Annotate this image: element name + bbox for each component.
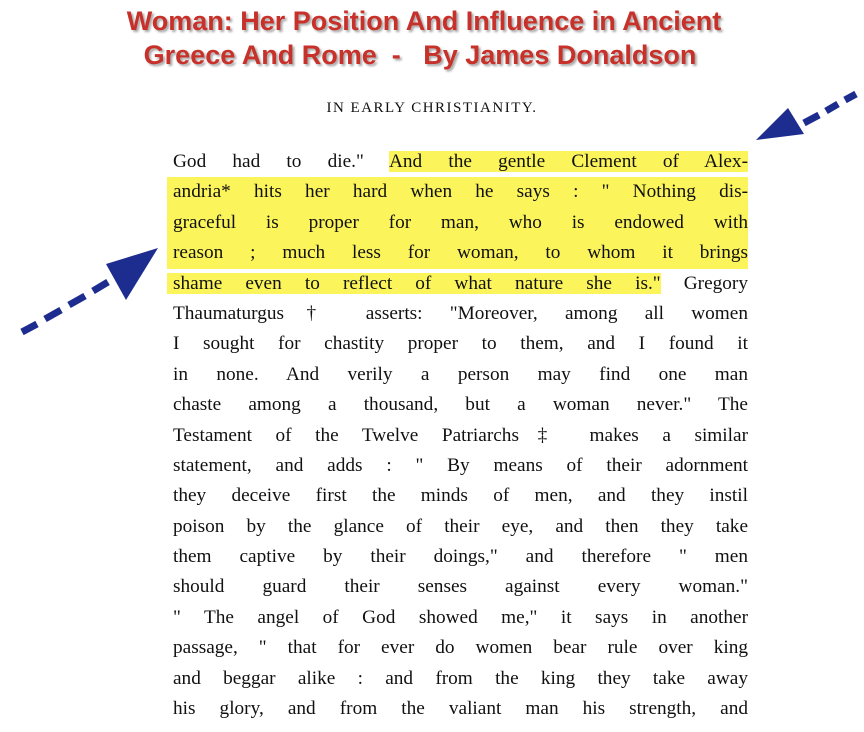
text-line: I sought for chastity proper to them, and I found it bbox=[173, 333, 748, 355]
highlighted-text: andria* hits her hard when he says : " Nothing dis- bbox=[173, 181, 748, 203]
text-line: them captive by their doings," and therefore " men bbox=[173, 546, 748, 568]
title-line-1: Woman: Her Position And Influence in Ancient bbox=[126, 6, 722, 36]
text-segment: God had to die." bbox=[173, 151, 389, 172]
text-line bbox=[167, 208, 748, 238]
text-line: statement, and adds : " By means of their adornment bbox=[173, 454, 748, 476]
text-line bbox=[173, 269, 748, 299]
highlighted-text: shame even to reflect of what nature she is." bbox=[167, 273, 661, 294]
text-line: Testament of the Twelve Patriarchs‡ makes a similar bbox=[173, 424, 748, 446]
text-line: and beggar alike : and from the king they take away bbox=[173, 667, 748, 689]
text-line: chaste among a thousand, but a woman never." The bbox=[173, 394, 748, 416]
page-body bbox=[173, 147, 748, 724]
text-line: should guard their senses against every woman." bbox=[173, 576, 748, 598]
highlighted-text: reason ; much less for woman, to whom it brings bbox=[173, 242, 748, 264]
text-line: Thaumaturgus† asserts: "Moreover, among all women bbox=[173, 302, 748, 324]
text-line bbox=[167, 177, 748, 207]
text-line: his glory, and from the valiant man his strength, and bbox=[173, 698, 748, 720]
text-line bbox=[173, 147, 748, 177]
title-line-2: Greece And Rome - By James Donaldson bbox=[143, 40, 697, 70]
text-line bbox=[167, 238, 748, 268]
text-line: poison by the glance of their eye, and then they take bbox=[173, 515, 748, 537]
dashed-arrow-left-down-icon bbox=[752, 88, 862, 148]
text-line: " The angel of God showed me," it says in another bbox=[173, 606, 748, 628]
text-segment: Gregory bbox=[660, 272, 748, 294]
highlighted-text: And the gentle Clement of Alex- bbox=[388, 151, 748, 172]
text-line: they deceive first the minds of men, and they instil bbox=[173, 485, 748, 507]
text-line: passage, " that for ever do women bear rule over king bbox=[173, 637, 748, 659]
highlighted-text: graceful is proper for man, who is endowed with bbox=[173, 211, 748, 233]
text-line: in none. And verily a person may find one man bbox=[173, 363, 748, 385]
running-head: IN EARLY CHRISTIANITY. bbox=[326, 100, 538, 116]
dashed-arrow-right-up-icon bbox=[16, 240, 166, 340]
